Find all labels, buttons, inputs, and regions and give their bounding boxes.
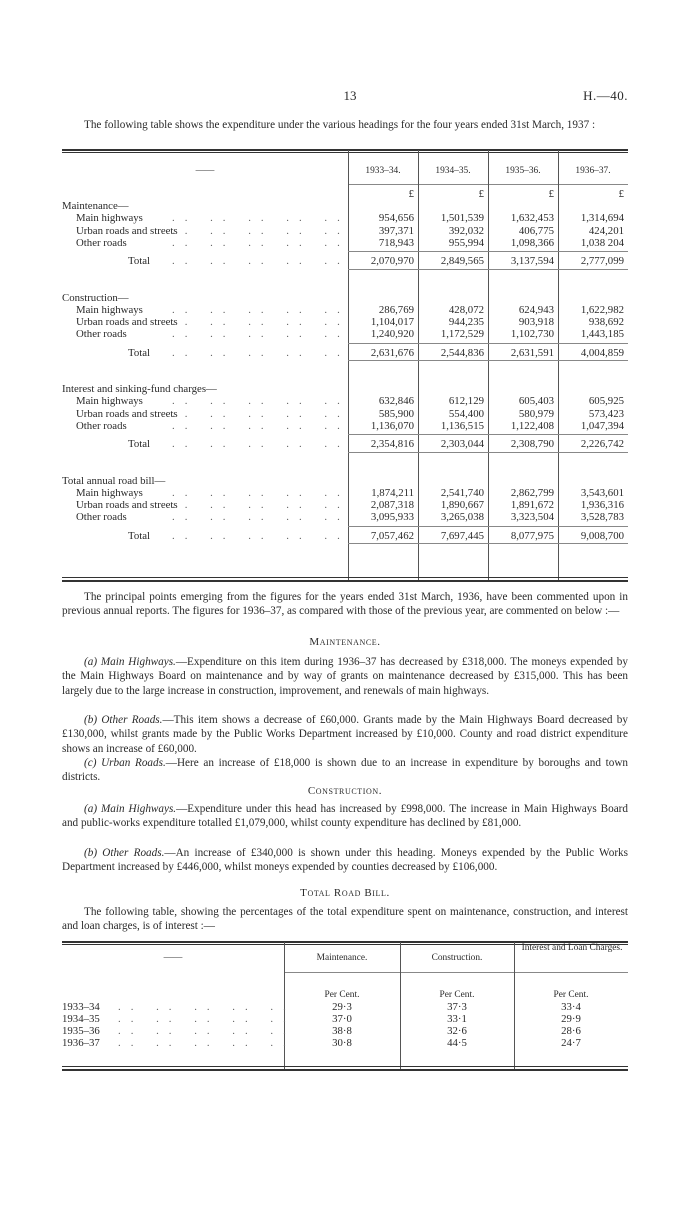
table-cell: 406,775 <box>518 224 554 237</box>
unit-label: Per Cent. <box>553 990 589 1000</box>
construction-b-label: (b) Other Roads. <box>84 847 165 859</box>
table-cell: 944,235 <box>448 316 484 329</box>
subtotal-rule <box>348 343 628 344</box>
stub-header: —— <box>195 166 215 176</box>
leader-dots: .. .. .. .. .. <box>172 212 350 225</box>
year-label: 1934–35 <box>62 1013 100 1025</box>
construction-heading: Construction. <box>307 785 383 797</box>
stub-header: —— <box>163 953 183 963</box>
table2-bottom-rule-thick <box>62 1069 628 1071</box>
leader-dots: .. .. .. .. .. <box>172 346 350 359</box>
year-label: 1936–37 <box>62 1037 100 1049</box>
subtotal-rule <box>348 360 628 361</box>
leader-dots: .. .. .. .. .. <box>172 407 350 420</box>
table-cell: 605,925 <box>588 395 624 408</box>
total-cell: 7,057,462 <box>370 529 414 542</box>
table-cell: 1,172,529 <box>440 328 484 341</box>
table-top-rule <box>62 149 628 151</box>
total-cell: 7,697,445 <box>440 529 484 542</box>
leader-dots: .. .. .. .. .. <box>172 486 350 499</box>
leader-dots: .. .. .. .. .. <box>172 529 350 542</box>
table-cell: 1,501,539 <box>440 212 484 225</box>
construction-a-label: (a) Main Highways. <box>84 803 177 815</box>
table-cell: 3,543,601 <box>580 486 624 499</box>
total-road-bill-heading: Total Road Bill. <box>300 887 390 899</box>
total-cell: 2,631,676 <box>370 346 414 359</box>
percent-cell: 37·0 <box>332 1013 352 1025</box>
column-header: 1935–36. <box>505 166 541 176</box>
subtotal-rule <box>348 543 628 544</box>
subtotal-rule <box>348 434 628 435</box>
currency-symbol: £ <box>478 188 484 200</box>
total-cell: 2,849,565 <box>440 255 484 268</box>
percent-cell: 38·8 <box>332 1025 352 1037</box>
maintenance-b-paragraph <box>62 713 628 756</box>
total-cell: 8,077,975 <box>510 529 554 542</box>
table-cell: 1,136,515 <box>440 419 484 432</box>
maintenance-b-label: (b) Other Roads. <box>84 714 163 726</box>
section-title: Interest and sinking-fund charges— <box>62 383 217 395</box>
total-road-bill-paragraph: The following table, showing the percentages of the total expenditure spent on maintenance, construction, and interest and loan charges, is of interest :— <box>62 906 628 933</box>
table-cell: 3,095,933 <box>370 511 414 524</box>
total-cell: 2,308,790 <box>510 438 554 451</box>
row-label: Main highways <box>76 486 143 499</box>
row-label: Other roads <box>76 328 127 341</box>
total-cell: 2,777,099 <box>580 255 624 268</box>
total-label: Total <box>128 438 151 451</box>
maintenance-a-text: —Expenditure on this item during 1936–37 has decreased by £318,000. The moneys expended by the Main Highways Board on maintenance and by way of grants on maintenance decreased by £315,000. This has been largely due to the large increase in construction, improvement, and renewals of main highways. <box>62 656 628 697</box>
document-reference: H.—40. <box>583 88 628 103</box>
maintenance-a-label: (a) Main Highways. <box>84 656 176 668</box>
total-cell: 3,137,594 <box>510 255 554 268</box>
section-title: Maintenance— <box>62 200 129 212</box>
subtotal-rule <box>348 526 628 527</box>
table-cell: 718,943 <box>378 236 414 249</box>
row-label: Urban roads and streets <box>76 499 178 512</box>
table-cell: 580,979 <box>518 407 554 420</box>
percent-cell: 29·3 <box>332 1001 352 1013</box>
table-cell: 955,994 <box>448 236 484 249</box>
total-cell: 2,544,836 <box>440 346 484 359</box>
table-cell: 903,918 <box>518 316 554 329</box>
table-cell: 624,943 <box>518 303 554 316</box>
maintenance-c-paragraph <box>62 756 628 785</box>
table-cell: 632,846 <box>378 395 414 408</box>
leader-dots: .. .. .. .. .. <box>172 316 350 329</box>
total-label: Total <box>128 529 151 542</box>
total-cell: 2,226,742 <box>580 438 624 451</box>
leader-dots: .. .. .. .. .. <box>172 438 350 451</box>
table-cell: 1,891,672 <box>510 499 554 512</box>
percent-cell: 32·6 <box>447 1025 467 1037</box>
leader-dots: .. .. .. .. .. <box>118 1037 296 1049</box>
table-cell: 1,240,920 <box>370 328 414 341</box>
total-cell: 2,354,816 <box>370 438 414 451</box>
percent-cell: 28·6 <box>561 1025 581 1037</box>
leader-dots: .. .. .. .. .. <box>118 1013 296 1025</box>
table-cell: 1,038 204 <box>580 236 624 249</box>
table-cell: 1,890,667 <box>440 499 484 512</box>
subtotal-rule <box>348 452 628 453</box>
percent-cell: 30·8 <box>332 1037 352 1049</box>
percent-cell: 33·1 <box>447 1013 467 1025</box>
column-header: Construction. <box>431 953 483 963</box>
maintenance-b-text: —This item shows a decrease of £60,000. Grants made by the Main Highways Board decreased by £130,000, whilst grants made by the Public Works Department increased by £10,000. County and road district expenditure shows an increase of £60,000. <box>62 714 628 755</box>
unit-label: Per Cent. <box>324 990 360 1000</box>
leader-dots: .. .. .. .. .. <box>172 236 350 249</box>
total-cell: 4,004,859 <box>580 346 624 359</box>
row-label: Main highways <box>76 212 143 225</box>
maintenance-c-text: —Here an increase of £18,000 is shown due to an increase in expenditure by boroughs and town districts. <box>62 757 629 784</box>
total-label: Total <box>128 346 151 359</box>
table-cell: 1,874,211 <box>371 486 414 499</box>
row-label: Other roads <box>76 419 127 432</box>
leader-dots: .. .. .. .. .. <box>172 499 350 512</box>
table-cell: 554,400 <box>448 407 484 420</box>
table-cell: 938,692 <box>588 316 624 329</box>
column-header: 1933–34. <box>365 166 401 176</box>
table2-bottom-rule <box>62 1066 628 1067</box>
column-header: Maintenance. <box>316 953 368 963</box>
subtotal-rule <box>348 251 628 252</box>
principal-points-paragraph: The principal points emerging from the figures for the years ended 31st March, 1936, have been commented upon in previous annual reports. The figures for 1936–37, as compared with those of the previous year, are commented on below :— <box>62 591 628 618</box>
leader-dots: .. .. .. .. .. <box>172 255 350 268</box>
table-cell: 1,047,394 <box>580 419 624 432</box>
table-cell: 424,201 <box>588 224 624 237</box>
table-cell: 2,862,799 <box>510 486 554 499</box>
table-cell: 1,622,982 <box>580 303 624 316</box>
total-cell: 2,303,044 <box>440 438 484 451</box>
construction-a-text: —Expenditure under this head has increased by £998,000. The increase in Main Highways Board and public-works expenditure totalled £1,079,000, whilst county expenditure has declined by £81,000. <box>62 803 628 830</box>
unit-label: Per Cent. <box>439 990 475 1000</box>
construction-b-paragraph <box>62 846 628 875</box>
table-cell: 1,102,730 <box>510 328 554 341</box>
leader-dots: .. .. .. .. .. <box>172 303 350 316</box>
table-cell: 3,528,783 <box>580 511 624 524</box>
table-cell: 3,323,504 <box>510 511 554 524</box>
table-cell: 3,265,038 <box>440 511 484 524</box>
table-cell: 1,632,453 <box>510 212 554 225</box>
maintenance-c-label: (c) Urban Roads. <box>84 757 166 769</box>
total-label: Total <box>128 255 151 268</box>
row-label: Other roads <box>76 511 127 524</box>
row-label: Other roads <box>76 236 127 249</box>
table-cell: 1,936,316 <box>580 499 624 512</box>
percent-cell: 29·9 <box>561 1013 581 1025</box>
row-label: Main highways <box>76 303 143 316</box>
row-label: Urban roads and streets <box>76 316 178 329</box>
leader-dots: .. .. .. .. .. <box>172 395 350 408</box>
subtotal-rule <box>348 269 628 270</box>
table-cell: 1,098,366 <box>510 236 554 249</box>
table-top-rule-thin <box>62 152 628 153</box>
table-cell: 2,087,318 <box>370 499 414 512</box>
leader-dots: .. .. .. .. .. <box>172 328 350 341</box>
table-cell: 428,072 <box>448 303 484 316</box>
maintenance-a-paragraph <box>62 655 628 698</box>
percent-cell: 24·7 <box>561 1037 581 1049</box>
table2-header-rule <box>284 972 628 973</box>
maintenance-heading: Maintenance. <box>309 636 381 648</box>
currency-symbol: £ <box>408 188 414 200</box>
intro-paragraph: The following table shows the expenditure under the various headings for the four years ended 31st March, 1937 : <box>84 119 596 131</box>
total-cell: 2,631,591 <box>510 346 554 359</box>
table-cell: 612,129 <box>448 395 484 408</box>
table-cell: 573,423 <box>588 407 624 420</box>
section-title: Construction— <box>62 291 129 304</box>
leader-dots: .. .. .. .. .. <box>172 224 350 237</box>
table-cell: 585,900 <box>378 407 414 420</box>
column-header: 1934–35. <box>435 166 471 176</box>
column-header: 1936–37. <box>575 166 611 176</box>
table-cell: 1,443,185 <box>580 328 624 341</box>
column-header: Interest and Loan Charges. <box>521 943 623 953</box>
row-label: Main highways <box>76 395 143 408</box>
construction-a-paragraph <box>62 802 628 831</box>
row-label: Urban roads and streets <box>76 224 178 237</box>
leader-dots: .. .. .. .. .. <box>118 1001 296 1013</box>
table-cell: 1,104,017 <box>370 316 414 329</box>
table-cell: 1,136,070 <box>370 419 414 432</box>
currency-symbol: £ <box>548 188 554 200</box>
total-cell: 9,008,700 <box>580 529 624 542</box>
table-cell: 392,032 <box>448 224 484 237</box>
page-number: 13 <box>343 88 357 103</box>
table-cell: 1,314,694 <box>580 212 624 225</box>
percent-cell: 33·4 <box>561 1001 581 1013</box>
table-cell: 286,769 <box>378 303 414 316</box>
leader-dots: .. .. .. .. .. <box>172 511 350 524</box>
table-cell: 954,656 <box>378 212 414 225</box>
table-bottom-rule-thick <box>62 580 628 582</box>
leader-dots: .. .. .. .. .. <box>172 419 350 432</box>
row-label: Urban roads and streets <box>76 407 178 420</box>
total-cell: 2,070,970 <box>370 255 414 268</box>
table-cell: 605,403 <box>518 395 554 408</box>
year-label: 1935–36 <box>62 1025 100 1037</box>
leader-dots: .. .. .. .. .. <box>118 1025 296 1037</box>
construction-b-text: —An increase of £340,000 is shown under this heading. Moneys expended by the Public Works Department increased by £446,000, whilst moneys expended by counties decreased by £106,000. <box>62 847 628 874</box>
table-cell: 397,371 <box>378 224 414 237</box>
table-cell: 2,541,740 <box>440 486 484 499</box>
table-cell: 1,122,408 <box>510 419 554 432</box>
table-bottom-rule <box>62 577 628 578</box>
year-label: 1933–34 <box>62 1001 100 1013</box>
section-title: Total annual road bill— <box>62 474 166 487</box>
currency-symbol: £ <box>618 188 624 200</box>
percent-cell: 44·5 <box>447 1037 467 1049</box>
percent-cell: 37·3 <box>447 1001 467 1013</box>
